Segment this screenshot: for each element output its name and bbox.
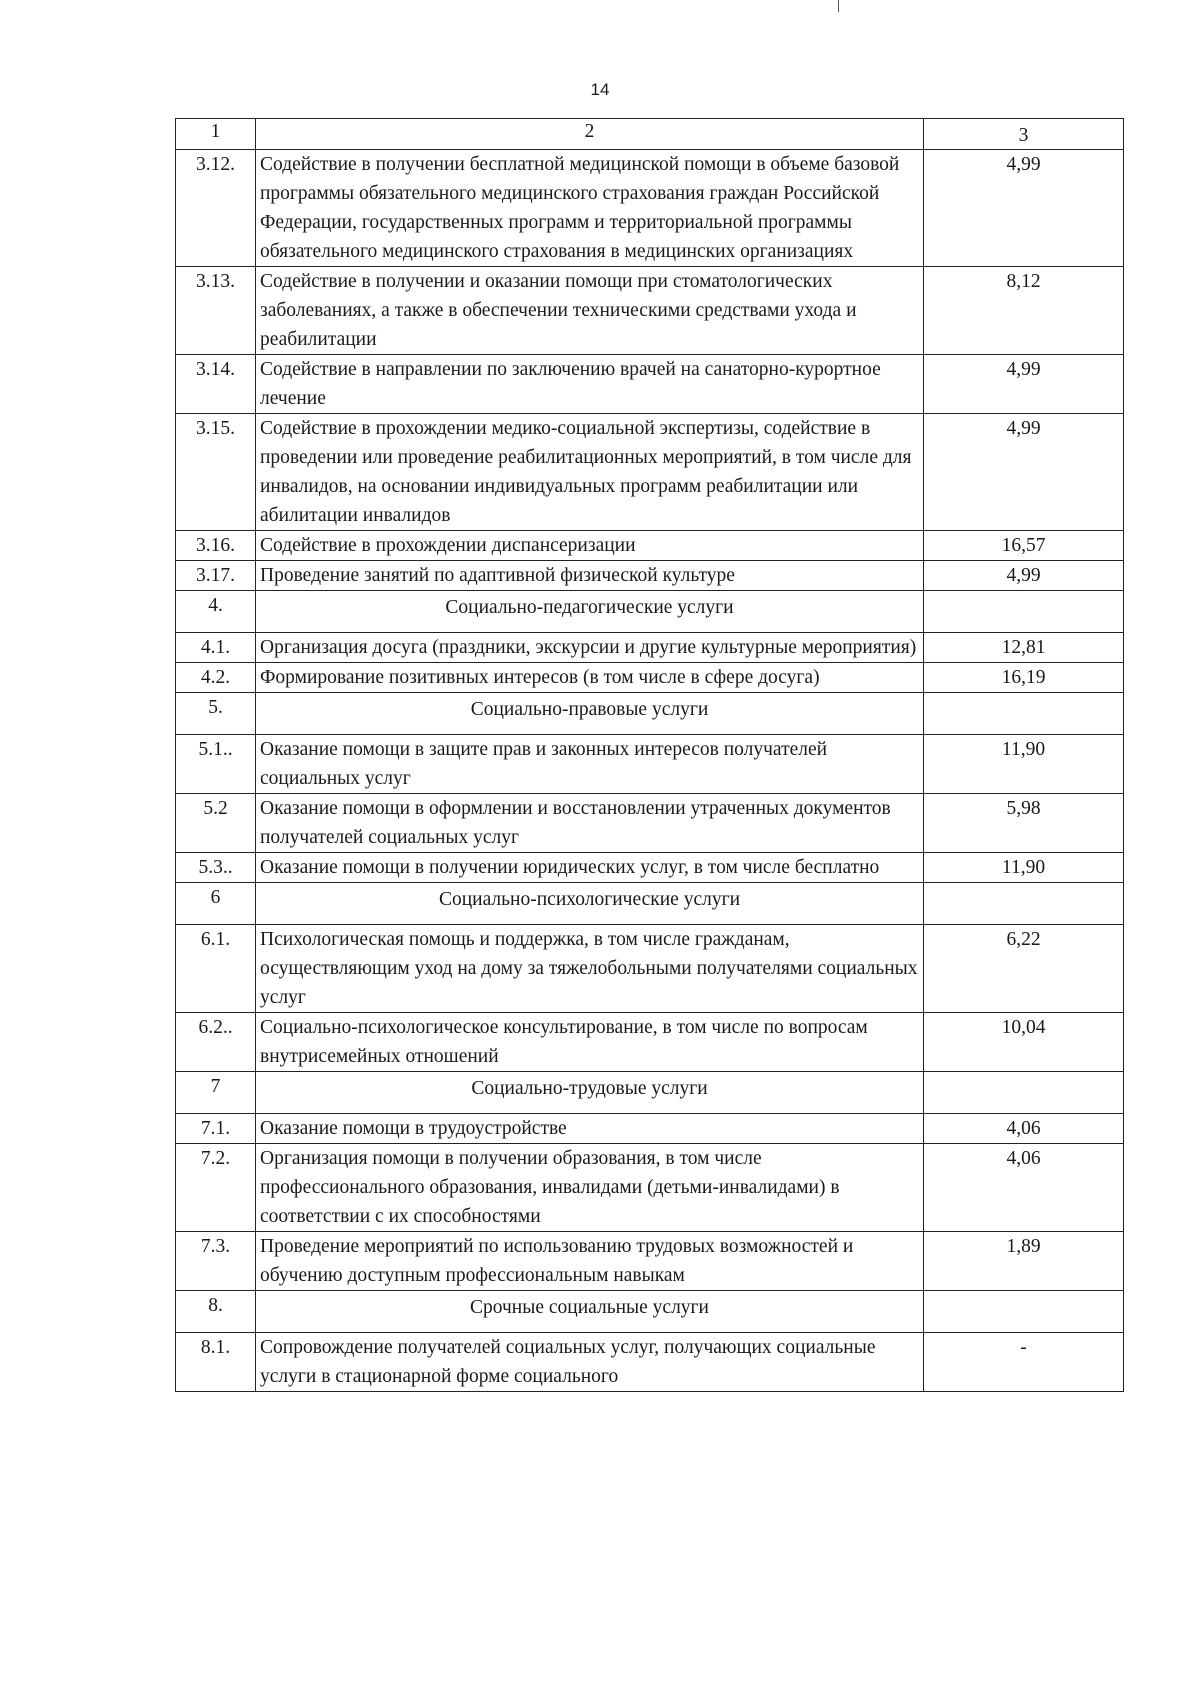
service-name: Оказание помощи в защите прав и законных интересов получателей социальных услуг	[256, 735, 924, 794]
service-name: Содействие в прохождении диспансеризации	[256, 531, 924, 561]
scan-artifact-mark	[838, 0, 839, 12]
service-name: Оказание помощи в получении юридических услуг, в том числе бесплатно	[256, 853, 924, 883]
service-row	[176, 150, 1124, 267]
service-name: Психологическая помощь и поддержка, в том числе гражданам, осуществляющим уход на дому за тяжелобольными получателями социальных услуг	[256, 925, 924, 1013]
section-title: Социально-психологические услуги	[256, 883, 924, 925]
row-number: 3.12.	[176, 150, 256, 267]
header-col-service: 2	[256, 119, 924, 150]
service-row	[176, 355, 1124, 414]
service-value: 16,19	[924, 663, 1124, 693]
row-number: 7.2.	[176, 1144, 256, 1232]
service-row	[176, 735, 1124, 794]
section-header-row	[176, 591, 1124, 633]
service-name: Социально-психологическое консультирование, в том числе по вопросам внутрисемейных отношений	[256, 1013, 924, 1072]
row-number: 7.3.	[176, 1232, 256, 1291]
service-row	[176, 1144, 1124, 1232]
section-header-row	[176, 1291, 1124, 1333]
row-number: 3.17.	[176, 561, 256, 591]
table-header-row	[176, 119, 1124, 150]
service-name: Содействие в получении бесплатной медицинской помощи в объеме базовой программы обязательного медицинского страхования граждан Российской Федерации, государственных программ и территориальной программы обязательного медицинского страхования в медицинских организациях	[256, 150, 924, 267]
service-value: 6,22	[924, 925, 1124, 1013]
service-value: 10,04	[924, 1013, 1124, 1072]
service-value: 4,06	[924, 1144, 1124, 1232]
row-number: 4.1.	[176, 633, 256, 663]
service-row	[176, 561, 1124, 591]
services-table-body	[176, 119, 1124, 1392]
row-number: 4.	[176, 591, 256, 633]
row-number: 3.15.	[176, 414, 256, 531]
section-header-row	[176, 883, 1124, 925]
service-value	[924, 1072, 1124, 1114]
service-value: 11,90	[924, 853, 1124, 883]
row-number: 8.	[176, 1291, 256, 1333]
service-name: Оказание помощи в оформлении и восстановлении утраченных документов получателей социальных услуг	[256, 794, 924, 853]
row-number: 5.1..	[176, 735, 256, 794]
row-number: 3.16.	[176, 531, 256, 561]
row-number: 5.3..	[176, 853, 256, 883]
service-value: 4,99	[924, 150, 1124, 267]
service-row	[176, 1232, 1124, 1291]
section-title: Социально-трудовые услуги	[256, 1072, 924, 1114]
service-value	[924, 883, 1124, 925]
service-value: 12,81	[924, 633, 1124, 663]
service-value	[924, 693, 1124, 735]
service-row	[176, 794, 1124, 853]
service-value	[924, 1291, 1124, 1333]
service-row	[176, 663, 1124, 693]
service-name: Проведение занятий по адаптивной физической культуре	[256, 561, 924, 591]
section-title: Социально-правовые услуги	[256, 693, 924, 735]
service-row	[176, 853, 1124, 883]
service-value: 5,98	[924, 794, 1124, 853]
header-col-value: 3	[924, 119, 1124, 150]
service-name: Оказание помощи в трудоустройстве	[256, 1114, 924, 1144]
services-table	[175, 118, 1124, 1392]
row-number: 4.2.	[176, 663, 256, 693]
row-number: 3.14.	[176, 355, 256, 414]
section-title: Социально-педагогические услуги	[256, 591, 924, 633]
service-name: Содействие в прохождении медико-социальной экспертизы, содействие в проведении или проведение реабилитационных мероприятий, в том числе для инвалидов, на основании индивидуальных программ реабилитации или абилитации инвалидов	[256, 414, 924, 531]
service-row	[176, 267, 1124, 355]
row-number: 7.1.	[176, 1114, 256, 1144]
row-number: 6	[176, 883, 256, 925]
section-header-row	[176, 693, 1124, 735]
section-title: Срочные социальные услуги	[256, 1291, 924, 1333]
page-number: 14	[590, 80, 610, 99]
service-name: Содействие в получении и оказании помощи при стоматологических заболеваниях, а также в обеспечении техническими средствами ухода и реабилитации	[256, 267, 924, 355]
service-value: 8,12	[924, 267, 1124, 355]
service-value: 4,99	[924, 561, 1124, 591]
service-value	[924, 591, 1124, 633]
service-name: Организация досуга (праздники, экскурсии и другие культурные мероприятия)	[256, 633, 924, 663]
service-value: 1,89	[924, 1232, 1124, 1291]
header-col-number: 1	[176, 119, 256, 150]
row-number: 6.2..	[176, 1013, 256, 1072]
service-name: Организация помощи в получении образования, в том числе профессионального образования, инвалидами (детьми-инвалидами) в соответствии с их способностями	[256, 1144, 924, 1232]
service-value: -	[924, 1333, 1124, 1392]
service-name: Сопровождение получателей социальных услуг, получающих социальные услуги в стационарной форме социального	[256, 1333, 924, 1392]
service-row	[176, 633, 1124, 663]
service-row	[176, 531, 1124, 561]
service-row	[176, 1013, 1124, 1072]
row-number: 5.2	[176, 794, 256, 853]
row-number: 5.	[176, 693, 256, 735]
row-number: 7	[176, 1072, 256, 1114]
service-value: 4,06	[924, 1114, 1124, 1144]
service-name: Проведение мероприятий по использованию трудовых возможностей и обучению доступным профессиональным навыкам	[256, 1232, 924, 1291]
row-number: 6.1.	[176, 925, 256, 1013]
service-row	[176, 1333, 1124, 1392]
row-number: 8.1.	[176, 1333, 256, 1392]
service-name: Формирование позитивных интересов (в том числе в сфере досуга)	[256, 663, 924, 693]
service-row	[176, 925, 1124, 1013]
service-row	[176, 1114, 1124, 1144]
service-value: 4,99	[924, 414, 1124, 531]
service-value: 16,57	[924, 531, 1124, 561]
service-value: 11,90	[924, 735, 1124, 794]
service-row	[176, 414, 1124, 531]
service-name: Содействие в направлении по заключению врачей на санаторно-курортное лечение	[256, 355, 924, 414]
row-number: 3.13.	[176, 267, 256, 355]
service-value: 4,99	[924, 355, 1124, 414]
section-header-row	[176, 1072, 1124, 1114]
